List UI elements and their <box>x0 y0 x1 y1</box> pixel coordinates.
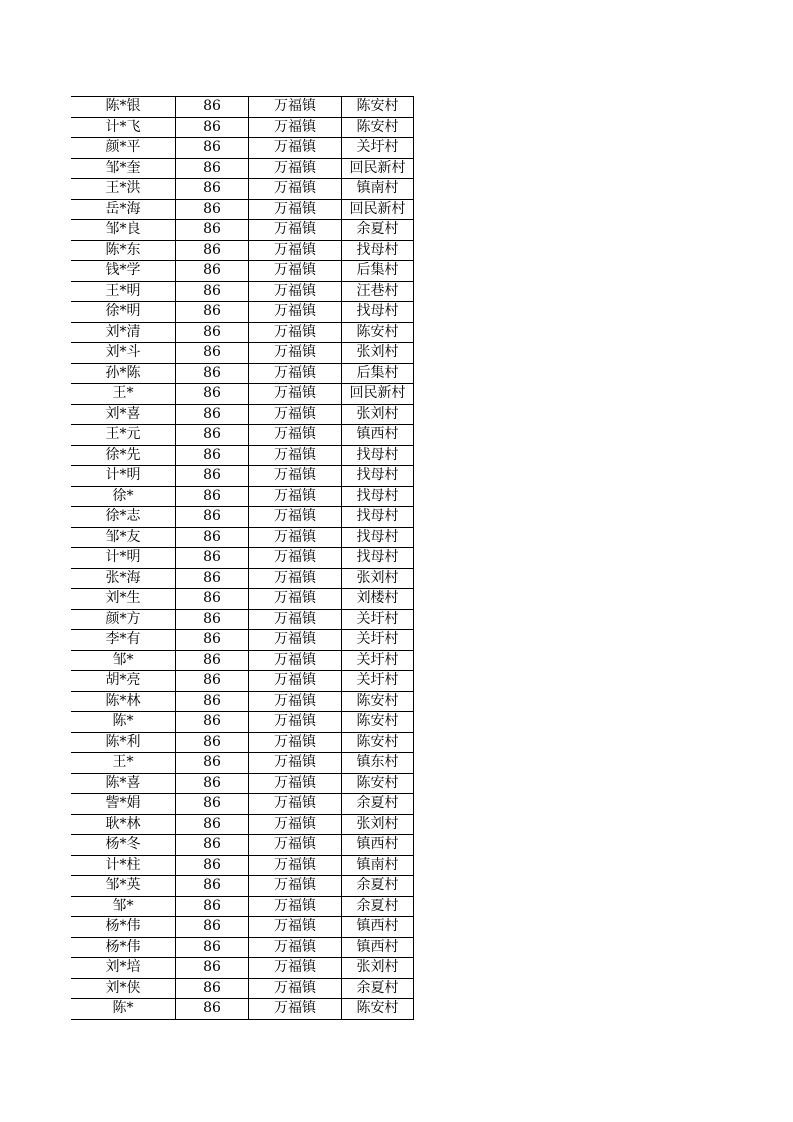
town-cell: 万福镇 <box>249 671 342 692</box>
score-cell: 86 <box>176 589 249 610</box>
table-row <box>71 507 414 528</box>
village-cell: 回民新村 <box>342 158 414 179</box>
village-cell: 关圩村 <box>342 609 414 630</box>
table-row <box>71 220 414 241</box>
score-cell: 86 <box>176 220 249 241</box>
table-row <box>71 527 414 548</box>
village-cell: 张刘村 <box>342 404 414 425</box>
score-cell: 86 <box>176 630 249 651</box>
table-row <box>71 835 414 856</box>
village-cell: 张刘村 <box>342 958 414 979</box>
village-cell: 余夏村 <box>342 220 414 241</box>
village-cell: 找母村 <box>342 507 414 528</box>
village-cell: 镇东村 <box>342 753 414 774</box>
table-row <box>71 917 414 938</box>
table-row <box>71 343 414 364</box>
village-cell: 回民新村 <box>342 384 414 405</box>
table-row <box>71 712 414 733</box>
score-cell: 86 <box>176 302 249 323</box>
score-cell: 86 <box>176 855 249 876</box>
name-cell: 陈*银 <box>71 97 176 118</box>
town-cell: 万福镇 <box>249 466 342 487</box>
village-cell: 余夏村 <box>342 978 414 999</box>
roster-table <box>71 96 414 1020</box>
table-row <box>71 999 414 1020</box>
name-cell: 胡*亮 <box>71 671 176 692</box>
name-cell: 杨*冬 <box>71 835 176 856</box>
village-cell: 陈安村 <box>342 117 414 138</box>
name-cell: 徐*明 <box>71 302 176 323</box>
name-cell: 陈*利 <box>71 732 176 753</box>
name-cell: 孙*陈 <box>71 363 176 384</box>
name-cell: 陈*林 <box>71 691 176 712</box>
table-row <box>71 425 414 446</box>
table-row <box>71 97 414 118</box>
village-cell: 镇西村 <box>342 425 414 446</box>
town-cell: 万福镇 <box>249 507 342 528</box>
table-row <box>71 671 414 692</box>
town-cell: 万福镇 <box>249 568 342 589</box>
village-cell: 镇西村 <box>342 917 414 938</box>
town-cell: 万福镇 <box>249 97 342 118</box>
name-cell: 徐*志 <box>71 507 176 528</box>
name-cell: 陈* <box>71 999 176 1020</box>
town-cell: 万福镇 <box>249 179 342 200</box>
town-cell: 万福镇 <box>249 937 342 958</box>
village-cell: 镇南村 <box>342 855 414 876</box>
score-cell: 86 <box>176 466 249 487</box>
town-cell: 万福镇 <box>249 855 342 876</box>
score-cell: 86 <box>176 445 249 466</box>
town-cell: 万福镇 <box>249 814 342 835</box>
village-cell: 张刘村 <box>342 568 414 589</box>
village-cell: 找母村 <box>342 302 414 323</box>
score-cell: 86 <box>176 773 249 794</box>
table-row <box>71 691 414 712</box>
town-cell: 万福镇 <box>249 220 342 241</box>
score-cell: 86 <box>176 199 249 220</box>
town-cell: 万福镇 <box>249 281 342 302</box>
name-cell: 耿*林 <box>71 814 176 835</box>
village-cell: 镇西村 <box>342 937 414 958</box>
score-cell: 86 <box>176 425 249 446</box>
village-cell: 找母村 <box>342 466 414 487</box>
name-cell: 刘*侠 <box>71 978 176 999</box>
table-row <box>71 445 414 466</box>
village-cell: 陈安村 <box>342 999 414 1020</box>
name-cell: 刘*清 <box>71 322 176 343</box>
table-row <box>71 814 414 835</box>
town-cell: 万福镇 <box>249 384 342 405</box>
village-cell: 余夏村 <box>342 794 414 815</box>
town-cell: 万福镇 <box>249 199 342 220</box>
table-row <box>71 363 414 384</box>
town-cell: 万福镇 <box>249 650 342 671</box>
village-cell: 张刘村 <box>342 814 414 835</box>
table-row <box>71 486 414 507</box>
town-cell: 万福镇 <box>249 343 342 364</box>
roster-table-body <box>71 97 414 1020</box>
town-cell: 万福镇 <box>249 917 342 938</box>
town-cell: 万福镇 <box>249 712 342 733</box>
score-cell: 86 <box>176 999 249 1020</box>
score-cell: 86 <box>176 691 249 712</box>
score-cell: 86 <box>176 261 249 282</box>
score-cell: 86 <box>176 404 249 425</box>
table-row <box>71 896 414 917</box>
table-row <box>71 240 414 261</box>
name-cell: 刘*培 <box>71 958 176 979</box>
score-cell: 86 <box>176 794 249 815</box>
name-cell: 邹*友 <box>71 527 176 548</box>
name-cell: 颜*平 <box>71 138 176 159</box>
table-row <box>71 302 414 323</box>
town-cell: 万福镇 <box>249 609 342 630</box>
table-row <box>71 773 414 794</box>
table-row <box>71 978 414 999</box>
score-cell: 86 <box>176 322 249 343</box>
table-row <box>71 855 414 876</box>
table-row <box>71 384 414 405</box>
table-row <box>71 138 414 159</box>
name-cell: 刘*斗 <box>71 343 176 364</box>
name-cell: 计*飞 <box>71 117 176 138</box>
name-cell: 张*海 <box>71 568 176 589</box>
town-cell: 万福镇 <box>249 548 342 569</box>
table-row <box>71 568 414 589</box>
table-row <box>71 732 414 753</box>
table-row <box>71 876 414 897</box>
village-cell: 汪巷村 <box>342 281 414 302</box>
village-cell: 陈安村 <box>342 691 414 712</box>
town-cell: 万福镇 <box>249 773 342 794</box>
table-row <box>71 630 414 651</box>
score-cell: 86 <box>176 281 249 302</box>
village-cell: 刘楼村 <box>342 589 414 610</box>
name-cell: 岳*海 <box>71 199 176 220</box>
town-cell: 万福镇 <box>249 527 342 548</box>
table-row <box>71 158 414 179</box>
village-cell: 陈安村 <box>342 773 414 794</box>
town-cell: 万福镇 <box>249 445 342 466</box>
town-cell: 万福镇 <box>249 322 342 343</box>
score-cell: 86 <box>176 158 249 179</box>
name-cell: 刘*喜 <box>71 404 176 425</box>
town-cell: 万福镇 <box>249 404 342 425</box>
name-cell: 颜*方 <box>71 609 176 630</box>
town-cell: 万福镇 <box>249 958 342 979</box>
table-row <box>71 281 414 302</box>
table-row <box>71 589 414 610</box>
score-cell: 86 <box>176 650 249 671</box>
town-cell: 万福镇 <box>249 835 342 856</box>
score-cell: 86 <box>176 712 249 733</box>
table-row <box>71 753 414 774</box>
name-cell: 杨*伟 <box>71 917 176 938</box>
score-cell: 86 <box>176 138 249 159</box>
town-cell: 万福镇 <box>249 240 342 261</box>
score-cell: 86 <box>176 384 249 405</box>
score-cell: 86 <box>176 117 249 138</box>
town-cell: 万福镇 <box>249 138 342 159</box>
name-cell: 钱*学 <box>71 261 176 282</box>
name-cell: 王* <box>71 753 176 774</box>
town-cell: 万福镇 <box>249 794 342 815</box>
table-row <box>71 609 414 630</box>
score-cell: 86 <box>176 609 249 630</box>
score-cell: 86 <box>176 671 249 692</box>
town-cell: 万福镇 <box>249 302 342 323</box>
name-cell: 陈*喜 <box>71 773 176 794</box>
village-cell: 张刘村 <box>342 343 414 364</box>
village-cell: 关圩村 <box>342 650 414 671</box>
score-cell: 86 <box>176 568 249 589</box>
name-cell: 计*柱 <box>71 855 176 876</box>
score-cell: 86 <box>176 917 249 938</box>
town-cell: 万福镇 <box>249 753 342 774</box>
score-cell: 86 <box>176 876 249 897</box>
score-cell: 86 <box>176 732 249 753</box>
name-cell: 邹* <box>71 896 176 917</box>
village-cell: 后集村 <box>342 261 414 282</box>
village-cell: 镇西村 <box>342 835 414 856</box>
village-cell: 找母村 <box>342 527 414 548</box>
village-cell: 镇南村 <box>342 179 414 200</box>
town-cell: 万福镇 <box>249 425 342 446</box>
table-row <box>71 199 414 220</box>
score-cell: 86 <box>176 978 249 999</box>
town-cell: 万福镇 <box>249 999 342 1020</box>
village-cell: 找母村 <box>342 486 414 507</box>
score-cell: 86 <box>176 958 249 979</box>
name-cell: 邹*奎 <box>71 158 176 179</box>
village-cell: 找母村 <box>342 240 414 261</box>
table-row <box>71 958 414 979</box>
name-cell: 王* <box>71 384 176 405</box>
score-cell: 86 <box>176 753 249 774</box>
table-row <box>71 261 414 282</box>
town-cell: 万福镇 <box>249 589 342 610</box>
town-cell: 万福镇 <box>249 158 342 179</box>
score-cell: 86 <box>176 486 249 507</box>
table-row <box>71 937 414 958</box>
town-cell: 万福镇 <box>249 630 342 651</box>
name-cell: 杨*伟 <box>71 937 176 958</box>
score-cell: 86 <box>176 363 249 384</box>
name-cell: 邹*英 <box>71 876 176 897</box>
name-cell: 徐*先 <box>71 445 176 466</box>
table-row <box>71 117 414 138</box>
village-cell: 找母村 <box>342 445 414 466</box>
name-cell: 王*明 <box>71 281 176 302</box>
name-cell: 李*有 <box>71 630 176 651</box>
village-cell: 回民新村 <box>342 199 414 220</box>
name-cell: 陈* <box>71 712 176 733</box>
village-cell: 后集村 <box>342 363 414 384</box>
village-cell: 关圩村 <box>342 138 414 159</box>
score-cell: 86 <box>176 814 249 835</box>
village-cell: 余夏村 <box>342 896 414 917</box>
name-cell: 訾*娟 <box>71 794 176 815</box>
score-cell: 86 <box>176 548 249 569</box>
score-cell: 86 <box>176 240 249 261</box>
score-cell: 86 <box>176 179 249 200</box>
name-cell: 徐* <box>71 486 176 507</box>
table-row <box>71 322 414 343</box>
town-cell: 万福镇 <box>249 896 342 917</box>
village-cell: 关圩村 <box>342 630 414 651</box>
score-cell: 86 <box>176 835 249 856</box>
name-cell: 刘*生 <box>71 589 176 610</box>
town-cell: 万福镇 <box>249 261 342 282</box>
table-row <box>71 650 414 671</box>
name-cell: 计*明 <box>71 548 176 569</box>
village-cell: 找母村 <box>342 548 414 569</box>
town-cell: 万福镇 <box>249 691 342 712</box>
score-cell: 86 <box>176 896 249 917</box>
table-row <box>71 466 414 487</box>
score-cell: 86 <box>176 507 249 528</box>
village-cell: 陈安村 <box>342 97 414 118</box>
village-cell: 关圩村 <box>342 671 414 692</box>
village-cell: 陈安村 <box>342 322 414 343</box>
town-cell: 万福镇 <box>249 363 342 384</box>
village-cell: 陈安村 <box>342 732 414 753</box>
score-cell: 86 <box>176 527 249 548</box>
town-cell: 万福镇 <box>249 978 342 999</box>
name-cell: 王*元 <box>71 425 176 446</box>
table-row <box>71 794 414 815</box>
town-cell: 万福镇 <box>249 486 342 507</box>
town-cell: 万福镇 <box>249 876 342 897</box>
town-cell: 万福镇 <box>249 732 342 753</box>
table-row <box>71 548 414 569</box>
score-cell: 86 <box>176 937 249 958</box>
village-cell: 余夏村 <box>342 876 414 897</box>
score-cell: 86 <box>176 97 249 118</box>
name-cell: 邹*良 <box>71 220 176 241</box>
town-cell: 万福镇 <box>249 117 342 138</box>
name-cell: 邹* <box>71 650 176 671</box>
table-row <box>71 179 414 200</box>
name-cell: 王*洪 <box>71 179 176 200</box>
name-cell: 计*明 <box>71 466 176 487</box>
name-cell: 陈*东 <box>71 240 176 261</box>
village-cell: 陈安村 <box>342 712 414 733</box>
score-cell: 86 <box>176 343 249 364</box>
table-row <box>71 404 414 425</box>
